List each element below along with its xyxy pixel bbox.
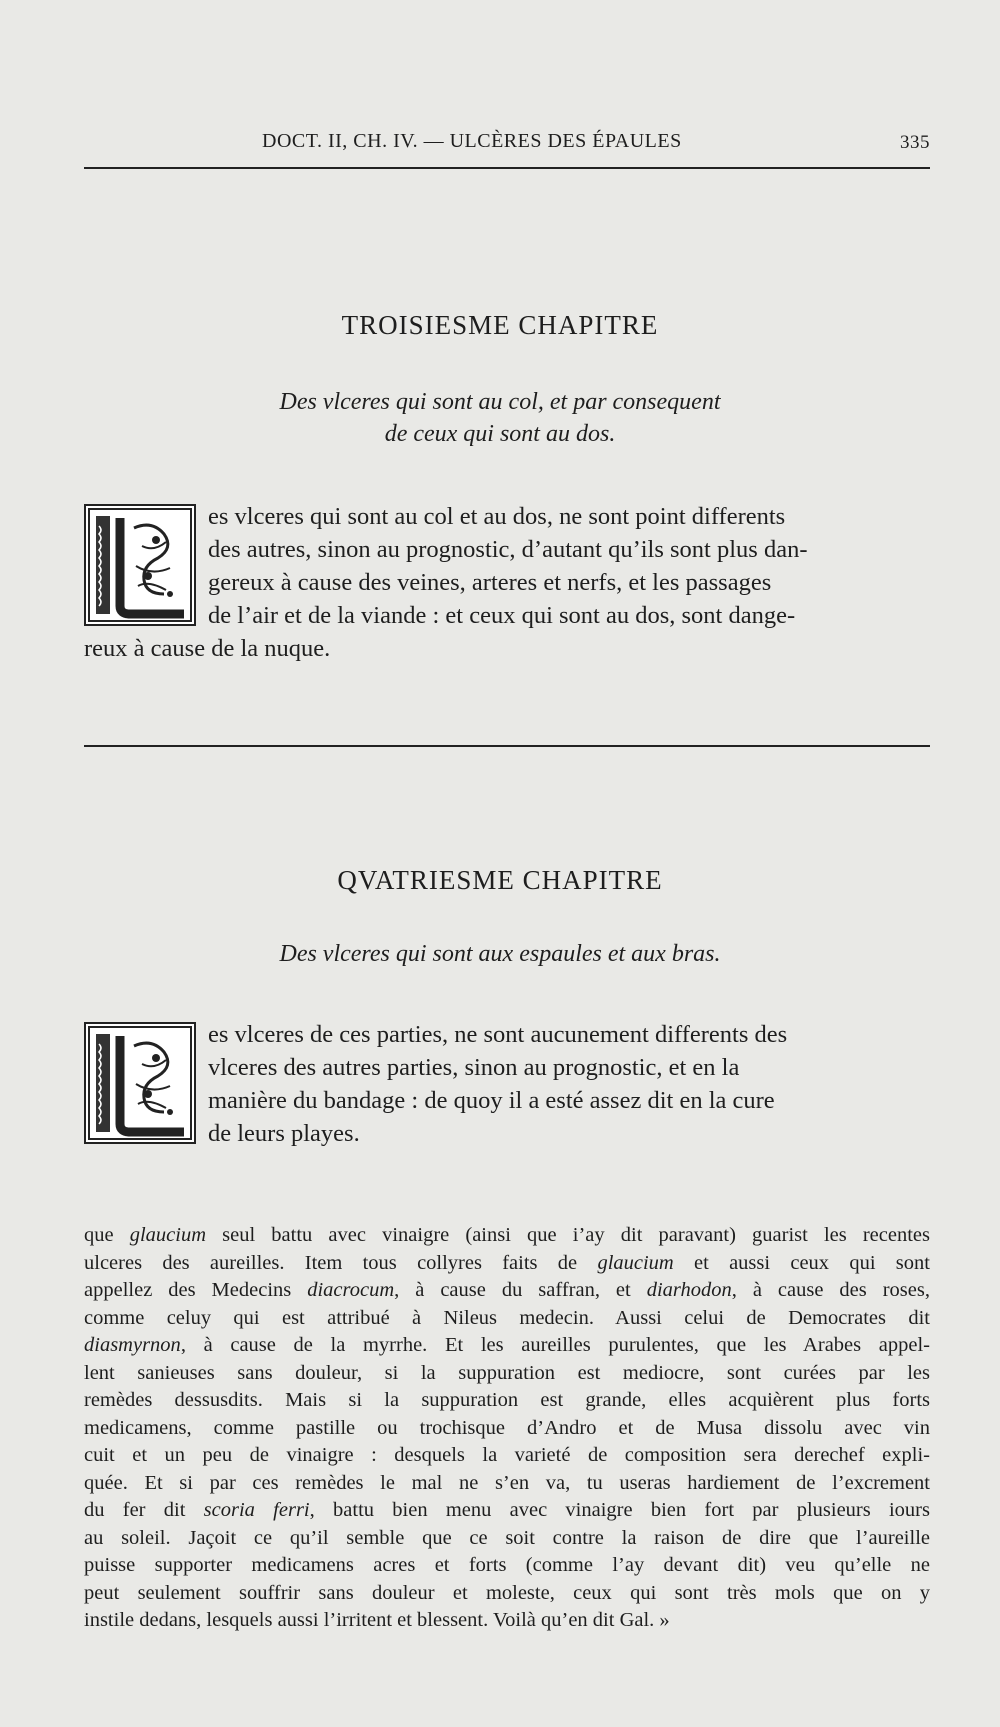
quote-text: que bbox=[84, 1224, 130, 1246]
latin-term: diarhodon bbox=[646, 1279, 732, 1301]
quote-line bbox=[84, 1360, 930, 1388]
chapter-4-subtitle: Des vlceres qui sont aux espaules et aux bras. bbox=[279, 941, 721, 967]
section-divider bbox=[84, 745, 930, 747]
quote-text: , à cause de la myrrhe. Et les aureilles purulentes, que les Arabes appel- bbox=[180, 1334, 930, 1356]
paragraph-line: reux à cause de la nuque. bbox=[84, 635, 331, 662]
quote-text: , à cause des roses, bbox=[731, 1279, 930, 1301]
page-number: 335 bbox=[900, 132, 930, 153]
quote-line bbox=[84, 1387, 930, 1415]
chapter-4-paragraph bbox=[84, 1018, 930, 1150]
quote-text: peut seulement souffrir sans douleur et moleste, ceux qui sont très mols que on y bbox=[84, 1581, 930, 1604]
chapter-4-title: QVATRIESME CHAPITRE bbox=[337, 865, 663, 895]
latin-term: diasmyrnon bbox=[84, 1334, 181, 1356]
quote-line bbox=[84, 1470, 930, 1498]
quote-line bbox=[84, 1250, 930, 1278]
quote-line bbox=[84, 1332, 930, 1360]
paragraph-line: de leurs playes. bbox=[208, 1120, 360, 1147]
quote-line bbox=[84, 1305, 930, 1333]
quote-text: seul battu avec vinaigre (ainsi que i’ay dit paravant) guarist les recentes bbox=[206, 1224, 930, 1246]
quote-text: du fer dit bbox=[84, 1499, 204, 1521]
quote-line bbox=[84, 1580, 930, 1608]
chapter-3-paragraph bbox=[84, 500, 930, 665]
chapter-3-subtitle bbox=[0, 386, 1000, 450]
paragraph-line: gereux à cause des veines, arteres et nerfs, et les passages bbox=[208, 569, 772, 596]
quote-text: au soleil. Jaçoit ce qu’il semble que ce soit contre la raison de dire que l’aureille bbox=[84, 1526, 930, 1549]
chapter-3-subtitle-line: de ceux qui sont au dos. bbox=[384, 421, 616, 447]
running-head bbox=[84, 126, 930, 160]
ornamental-dropcap-l-icon bbox=[84, 504, 196, 626]
paragraph-line: es vlceres de ces parties, ne sont aucunement differents des bbox=[208, 1021, 788, 1048]
paragraph-line: es vlceres qui sont au col et au dos, ne sont point differents bbox=[208, 503, 786, 530]
quote-text: , à cause du saffran, et bbox=[394, 1279, 647, 1301]
quote-text: cuit et un peu de vinaigre : desquels la varieté de composition sera derechef expli- bbox=[84, 1444, 930, 1466]
quote-line bbox=[84, 1497, 930, 1525]
chapter-3-subtitle-line: Des vlceres qui sont au col, et par consequent bbox=[279, 389, 721, 415]
quote-text: comme celuy qui est attribué à Nileus medecin. Aussi celui de Democrates dit bbox=[84, 1306, 930, 1329]
quote-line bbox=[84, 1442, 930, 1470]
paragraph-line: des autres, sinon au prognostic, d’autant qu’ils sont plus dan- bbox=[208, 536, 808, 563]
quote-text: instile dedans, lesquels aussi l’irritent et blessent. Voilà qu’en dit Gal. » bbox=[84, 1609, 670, 1631]
quote-text: puisse supporter medicamens acres et forts (comme l’ay devant dit) veu qu’elle ne bbox=[84, 1554, 930, 1576]
quote-text: et aussi ceux qui sont bbox=[673, 1251, 930, 1274]
quote-line bbox=[84, 1277, 930, 1305]
quote-text: lent sanieuses sans douleur, si la suppuration est mediocre, sont curées par les bbox=[84, 1361, 930, 1384]
quote-text: ulceres des aureilles. Item tous collyres faits de bbox=[84, 1251, 598, 1274]
quote-line bbox=[84, 1525, 930, 1553]
quote-line bbox=[84, 1222, 930, 1250]
quote-text: remèdes dessusdits. Mais si la suppuration est grande, elles acquièrent plus forts bbox=[84, 1389, 930, 1411]
ornamental-dropcap-l-icon bbox=[84, 1022, 196, 1144]
quote-line bbox=[84, 1415, 930, 1443]
paragraph-line: vlceres des autres parties, sinon au prognostic, et en la bbox=[208, 1054, 740, 1081]
running-head-title: DOCT. II, CH. IV. — ULCÈRES DES ÉPAULES bbox=[262, 130, 682, 152]
paragraph-line: de l’air et de la viande : et ceux qui sont au dos, sont dange- bbox=[208, 602, 796, 629]
quote-line bbox=[84, 1607, 930, 1635]
quote-text: appellez des Medecins bbox=[84, 1279, 308, 1301]
latin-term: glaucium bbox=[129, 1224, 207, 1246]
paragraph-line: manière du bandage : de quoy il a esté assez dit en la cure bbox=[208, 1087, 775, 1114]
quotation-block bbox=[84, 1222, 930, 1635]
header-rule bbox=[84, 167, 930, 169]
latin-term: diacrocum bbox=[307, 1279, 395, 1301]
quote-line bbox=[84, 1552, 930, 1580]
quote-text: , battu bien menu avec vinaigre bien fort par plusieurs iours bbox=[309, 1499, 930, 1521]
quote-text: medicamens, comme pastille ou trochisque d’Andro et de Musa dissolu avec vin bbox=[84, 1416, 930, 1439]
latin-term: scoria ferri bbox=[203, 1499, 310, 1521]
quote-text: quée. Et si par ces remèdes le mal ne s’en va, tu useras hardiement de l’excrement bbox=[84, 1471, 930, 1494]
chapter-3-title: TROISIESME CHAPITRE bbox=[341, 310, 659, 340]
latin-term: glaucium bbox=[597, 1251, 674, 1274]
